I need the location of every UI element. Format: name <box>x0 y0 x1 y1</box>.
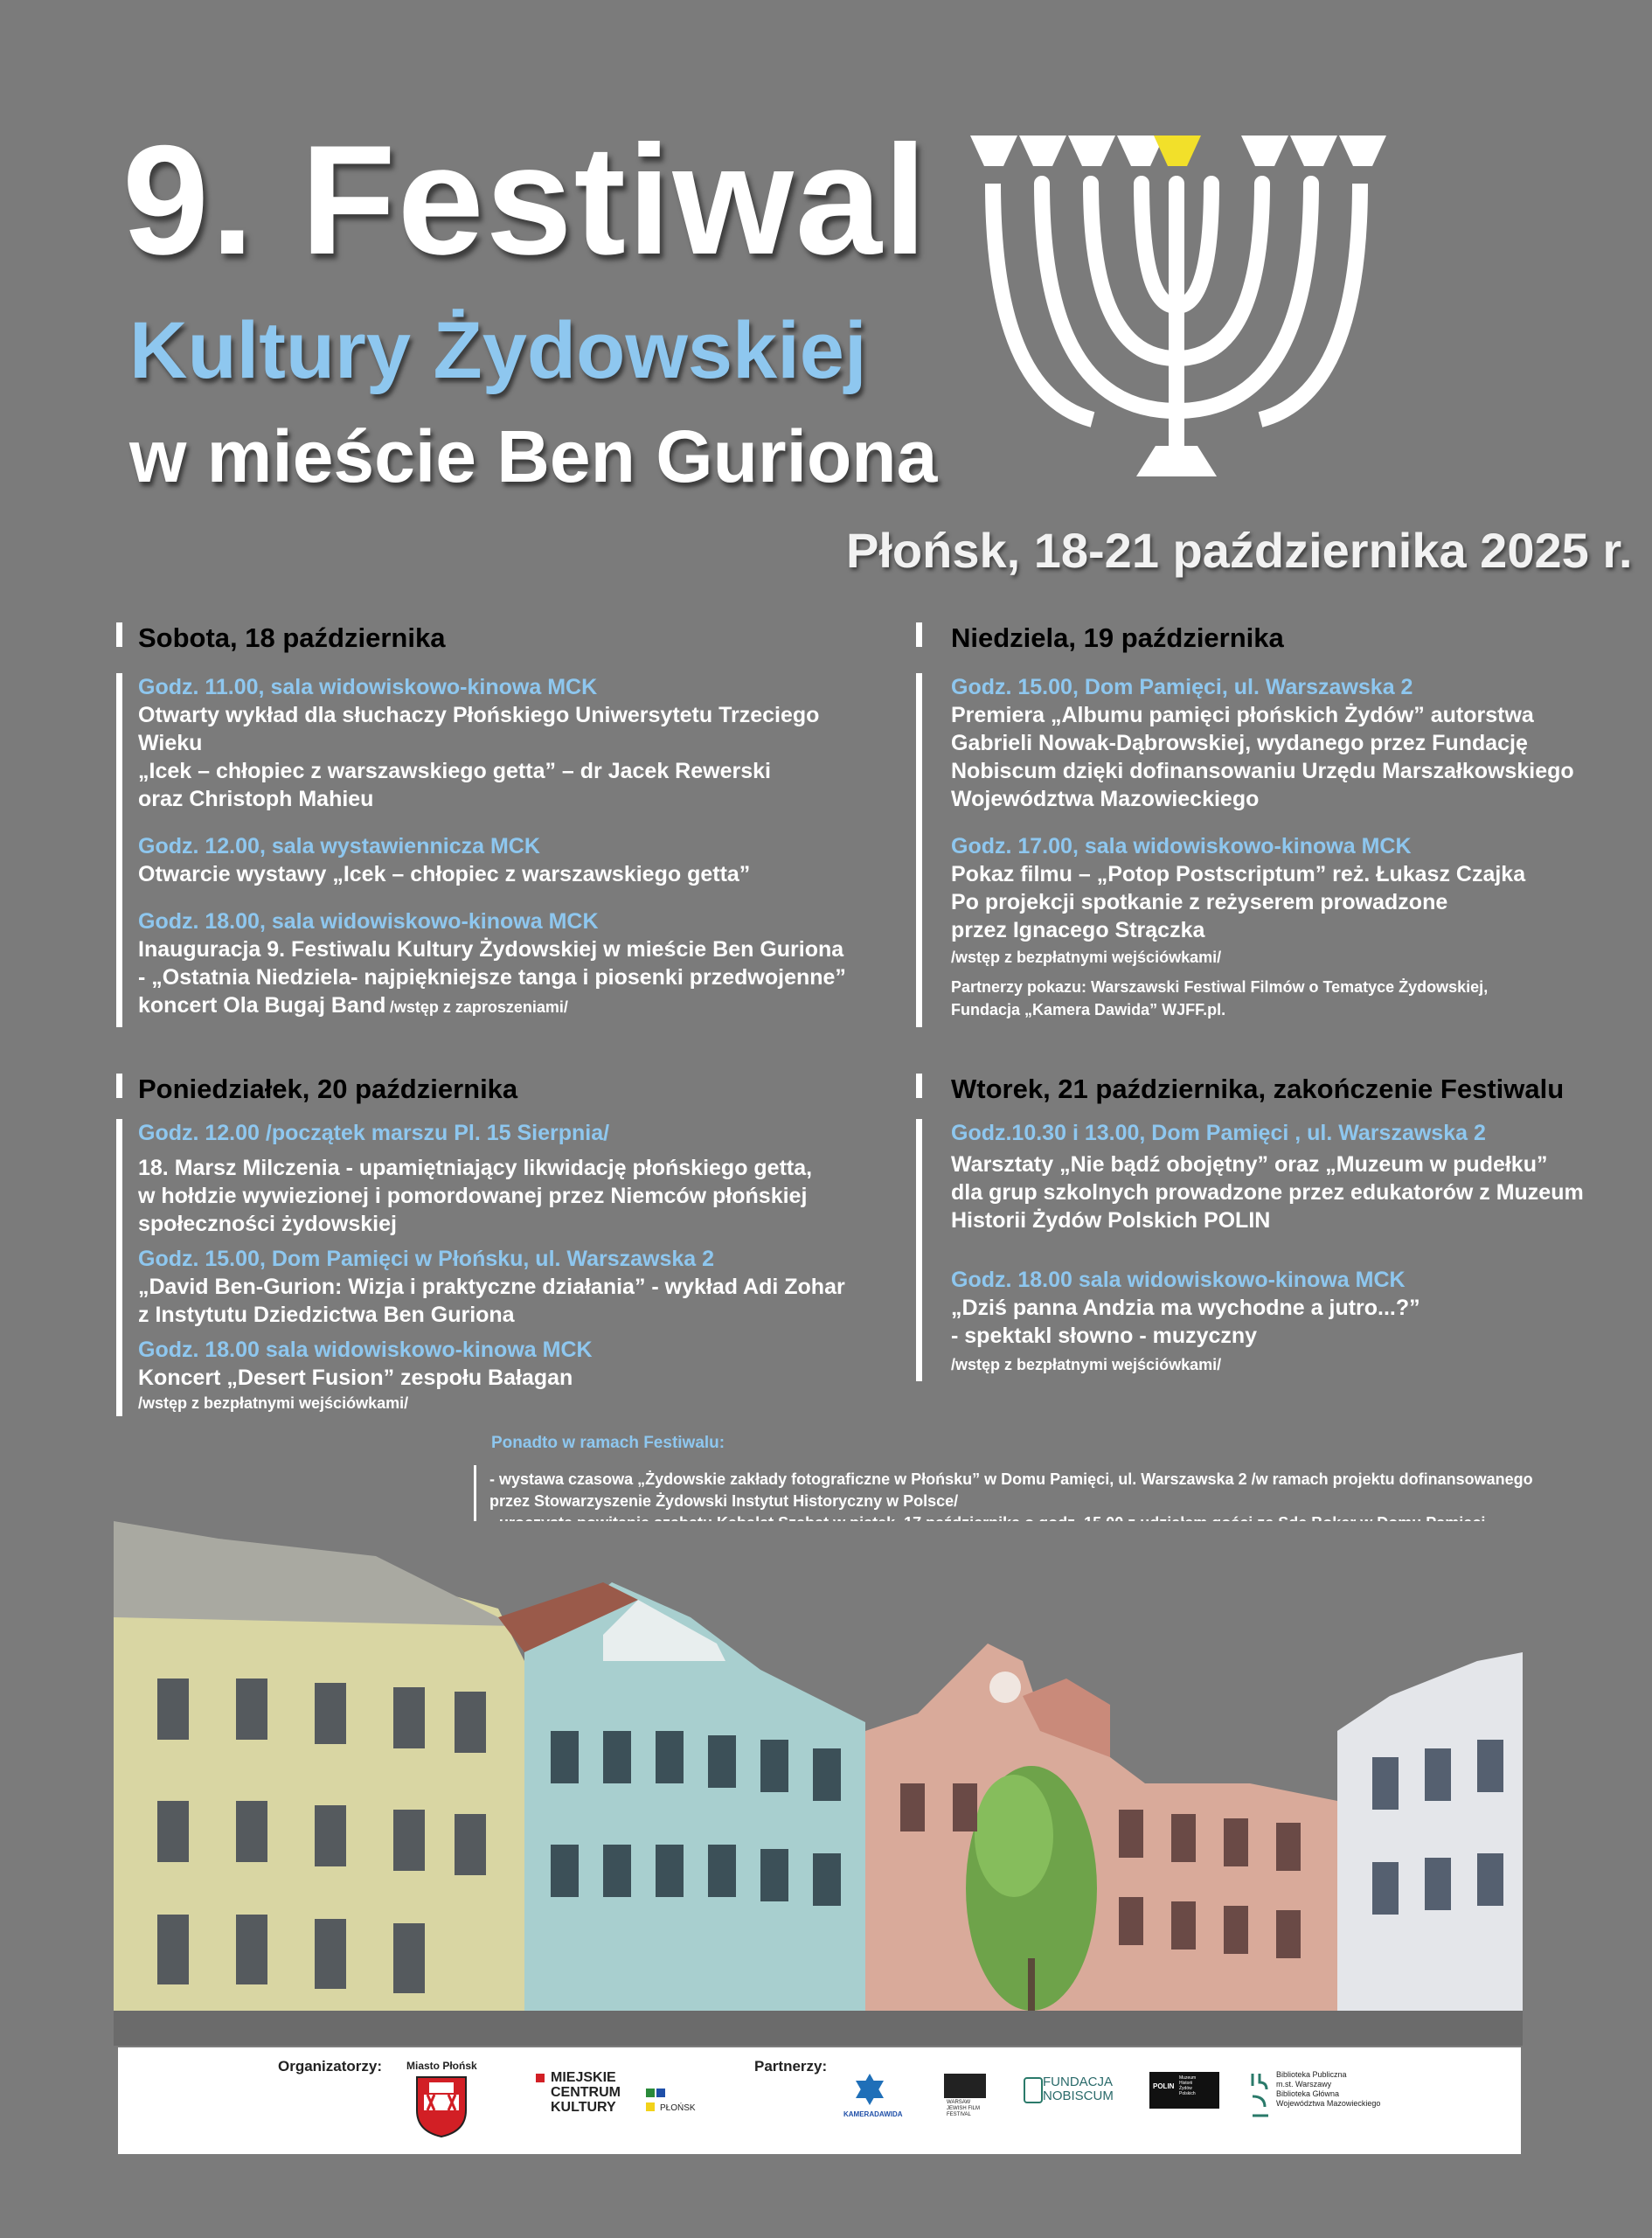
event-time: Godz. 18.00, sala widowiskowo-kinowa MCK <box>138 909 599 934</box>
event-text: Otwarty wykład dla słuchaczy Płońskiego Uniwersytetu Trzeciego Wieku „Icek – chłopiec z warszawskiego getta” – dr Jacek Rewerski oraz Christoph Mahieu <box>138 703 820 811</box>
event-time: Godz. 12.00 /początek marszu Pl. 15 Sierpnia/ <box>138 1121 610 1145</box>
title-line-1: 9. Festiwal <box>122 113 929 287</box>
event-time: Godz. 18.00 sala widowiskowo-kinowa MCK <box>951 1268 1406 1292</box>
mck-logo-icon <box>536 2074 545 2082</box>
menorah-icon <box>961 131 1399 490</box>
title-line-2: Kultury Żydowskiej <box>129 306 867 395</box>
day-heading-tuesday: Wtorek, 21 października, zakończenie Festiwalu <box>951 1074 1565 1104</box>
organizers-label: Organizatorzy: <box>278 2058 383 2075</box>
day-heading-sunday: Niedziela, 19 października <box>951 622 1284 653</box>
event-text: Otwarcie wystawy „Icek – chłopiec z warszawskiego getta” <box>138 862 751 886</box>
mck-city: PŁOŃSK <box>660 2103 696 2113</box>
footer-logos <box>118 2047 1521 2154</box>
event-text: Inauguracja 9. Festiwalu Kultury Żydowskiej w mieście Ben Guriona - „Ostatnia Niedziela- najpiękniejsze tanga i piosenki przedwojenne” koncert Ola Bugaj Band <box>138 937 846 1018</box>
event-time: Godz.10.30 i 13.00, Dom Pamięci , ul. Warszawska 2 <box>951 1121 1486 1145</box>
city-label: Miasto Płońsk <box>406 2060 477 2072</box>
event-text: Premiera „Albumu pamięci płońskich Żydów” autorstwa Gabrieli Nowak-Dąbrowskiej, wydanego przez Fundację Nobiscum dzięki dofinansowaniu Urzędu Marszałkowskiego Województwa Mazowieckiego <box>951 703 1574 811</box>
polin-logo: POLIN Muzeum Historii Żydów Polskich <box>1149 2072 1219 2109</box>
event-partners: Partnerzy pokazu: Warszawski Festiwal Filmów o Tematyce Żydowskiej, Fundacja „Kamera Dawida” WJFF.pl. <box>951 978 1489 1018</box>
day-sunday <box>951 673 1615 1021</box>
day-heading-monday: Poniedziałek, 20 października <box>138 1074 518 1104</box>
extras-item: - wystawa czasowa „Żydowskie zakłady fotograficzne w Płońsku” w Domu Pamięci, ul. Warszawska 2 /w ramach projektu dofinansowanego przez Stowarzyszenie Żydowski Instytut Historyczny w Polsce/ <box>489 1470 1533 1510</box>
date-place: Płońsk, 18-21 października 2025 r. <box>846 523 1633 578</box>
library-logo-icon <box>1247 2070 1274 2119</box>
event-note: /wstęp z bezpłatnymi wejściówkami/ <box>951 1356 1222 1373</box>
day-monday <box>138 1119 890 1414</box>
event-time: Godz. 12.00, sala wystawiennicza MCK <box>138 834 540 858</box>
biblioteka-logo: Biblioteka Publiczna m.st. Warszawy Biblioteka Główna Województwa Mazowieckiego <box>1276 2070 1381 2108</box>
day-saturday <box>138 673 864 1019</box>
extras-title: Ponadto w ramach Festiwalu: <box>491 1434 725 1452</box>
star-of-david-icon <box>852 2072 887 2107</box>
event-note: /wstęp z bezpłatnymi wejściówkami/ <box>138 1394 409 1412</box>
event-time: Godz. 11.00, sala widowiskowo-kinowa MCK <box>138 675 598 699</box>
event-text: „Dziś panna Andzia ma wychodne a jutro...?” - spektakl słowno - muzyczny <box>951 1296 1420 1348</box>
wjff-logo: WARSAW JEWISH FILM FESTIVAL <box>947 2100 981 2117</box>
title-line-3: w mieście Ben Guriona <box>129 415 938 497</box>
day-tuesday <box>951 1119 1633 1376</box>
town-square-photo <box>114 1521 1523 2046</box>
event-text: Warsztaty „Nie bądź obojętny” oraz „Muzeum w pudełku” dla grup szkolnych prowadzone przez edukatorów z Muzeum Historii Żydów Polskich POLIN <box>951 1152 1584 1233</box>
event-time: Godz. 15.00, Dom Pamięci, ul. Warszawska 2 <box>951 675 1413 699</box>
plonsk-coat-of-arms-icon <box>415 2075 468 2138</box>
day-heading-saturday: Sobota, 18 października <box>138 622 446 653</box>
event-note: /wstęp z bezpłatnymi wejściówkami/ <box>951 949 1222 966</box>
nobiscum-logo-icon <box>1024 2077 1043 2103</box>
menorah-flame-icon <box>1154 136 1201 166</box>
event-text: Koncert „Desert Fusion” zespołu Bałagan <box>138 1366 573 1390</box>
event-text: 18. Marsz Milczenia - upamiętniający likwidację płońskiego getta, w hołdzie wywiezionej i pomordowanej przez Niemców płońskiej społeczności żydowskiej <box>138 1156 813 1236</box>
fundacja-nobiscum-logo: FUNDACJA NOBISCUM <box>1043 2075 1114 2103</box>
event-time: Godz. 15.00, Dom Pamięci w Płońsku, ul. Warszawska 2 <box>138 1247 715 1271</box>
mck-logo: MIEJSKIE CENTRUM KULTURY <box>551 2070 621 2115</box>
partners-label: Partnerzy: <box>754 2058 828 2075</box>
event-time: Godz. 17.00, sala widowiskowo-kinowa MCK <box>951 834 1412 858</box>
event-time: Godz. 18.00 sala widowiskowo-kinowa MCK <box>138 1338 593 1362</box>
event-note: /wstęp z zaproszeniami/ <box>389 998 568 1016</box>
event-text: „David Ben-Gurion: Wizja i praktyczne działania” - wykład Adi Zohar z Instytutu Dziedzictwa Ben Guriona <box>138 1275 845 1327</box>
kamera-dawida-logo: KAMERADAWIDA <box>843 2110 903 2118</box>
wjff-logo-icon <box>944 2074 986 2098</box>
event-text: Pokaz filmu – „Potop Postscriptum” reż. Łukasz Czajka Po projekcji spotkanie z reżyserem prowadzone przez Ignacego Strączka <box>951 862 1526 942</box>
